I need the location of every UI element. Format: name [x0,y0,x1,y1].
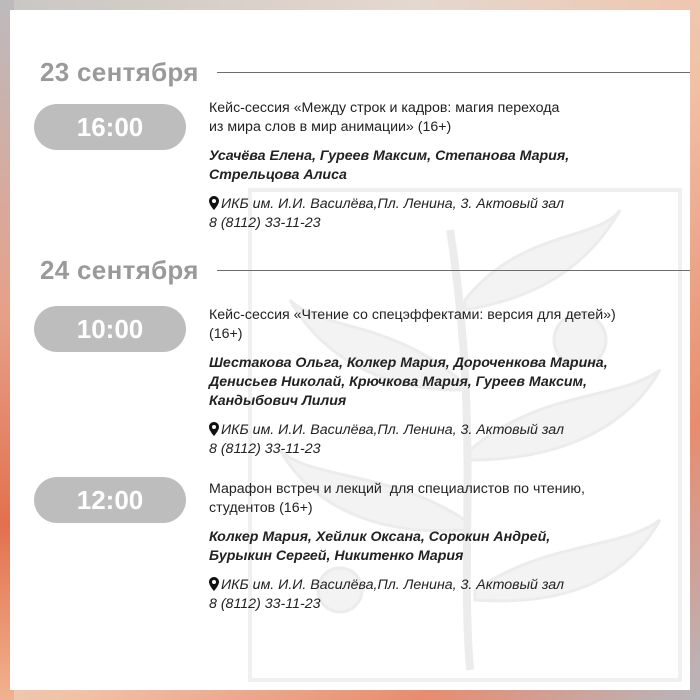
date-label: 24 сентября [40,255,199,285]
event-block [209,480,649,614]
event-speakers [209,354,649,411]
event-speakers [209,528,649,566]
event-venue [209,195,649,233]
map-pin-icon [209,577,219,591]
map-pin-icon [209,422,219,436]
map-pin-icon [209,196,219,210]
venue-phone: 8 (8112) 33-11-23 [209,441,321,457]
event-title-line: Кейс-сессия «Чтение со спецэффектами: версия для детей») [209,307,616,323]
speakers-line: Бурыкин Сергей, Никитенко Мария [209,548,464,564]
event-block [209,99,649,233]
speakers-line: Шестакова Ольга, Колкер Мария, Дороченкова Марина, [209,355,608,371]
event-venue [209,576,649,614]
event-venue [209,421,649,459]
schedule-card [10,10,690,690]
time-badge: 10:00 [34,306,186,352]
venue-phone: 8 (8112) 33-11-23 [209,596,321,612]
event-title [209,306,649,344]
venue-address: ИКБ им. И.И. Василёва,Пл. Ленина, 3. Актовый зал [221,422,565,438]
event-title-line: Марафон встреч и лекций для специалистов по чтению, [209,481,585,497]
event-title-line: студентов (16+) [209,500,313,516]
date-header [40,255,690,286]
event-title [209,480,649,518]
event-title-line: Кейс-сессия «Между строк и кадров: магия перехода [209,100,560,116]
speakers-line: Кандыбович Лилия [209,393,347,409]
speakers-line: Денисьев Николай, Крючкова Мария, Гуреев Максим, [209,374,587,390]
venue-phone: 8 (8112) 33-11-23 [209,215,321,231]
time-badge: 12:00 [34,477,186,523]
event-title-line: (16+) [209,326,243,342]
venue-address: ИКБ им. И.И. Василёва,Пл. Ленина, 3. Актовый зал [221,577,565,593]
event-title-line: из мира слов в мир анимации» (16+) [209,119,452,135]
event-block [209,306,649,459]
speakers-line: Стрельцова Алиса [209,167,347,183]
time-badge: 16:00 [34,104,186,150]
event-speakers [209,147,649,185]
date-label: 23 сентября [40,57,199,87]
speakers-line: Колкер Мария, Хейлик Оксана, Сорокин Андрей, [209,529,551,545]
event-title [209,99,649,137]
date-divider [217,270,690,271]
date-header [40,57,690,88]
speakers-line: Усачёва Елена, Гуреев Максим, Степанова Мария, [209,148,570,164]
venue-address: ИКБ им. И.И. Василёва,Пл. Ленина, 3. Актовый зал [221,196,565,212]
date-divider [217,72,690,73]
